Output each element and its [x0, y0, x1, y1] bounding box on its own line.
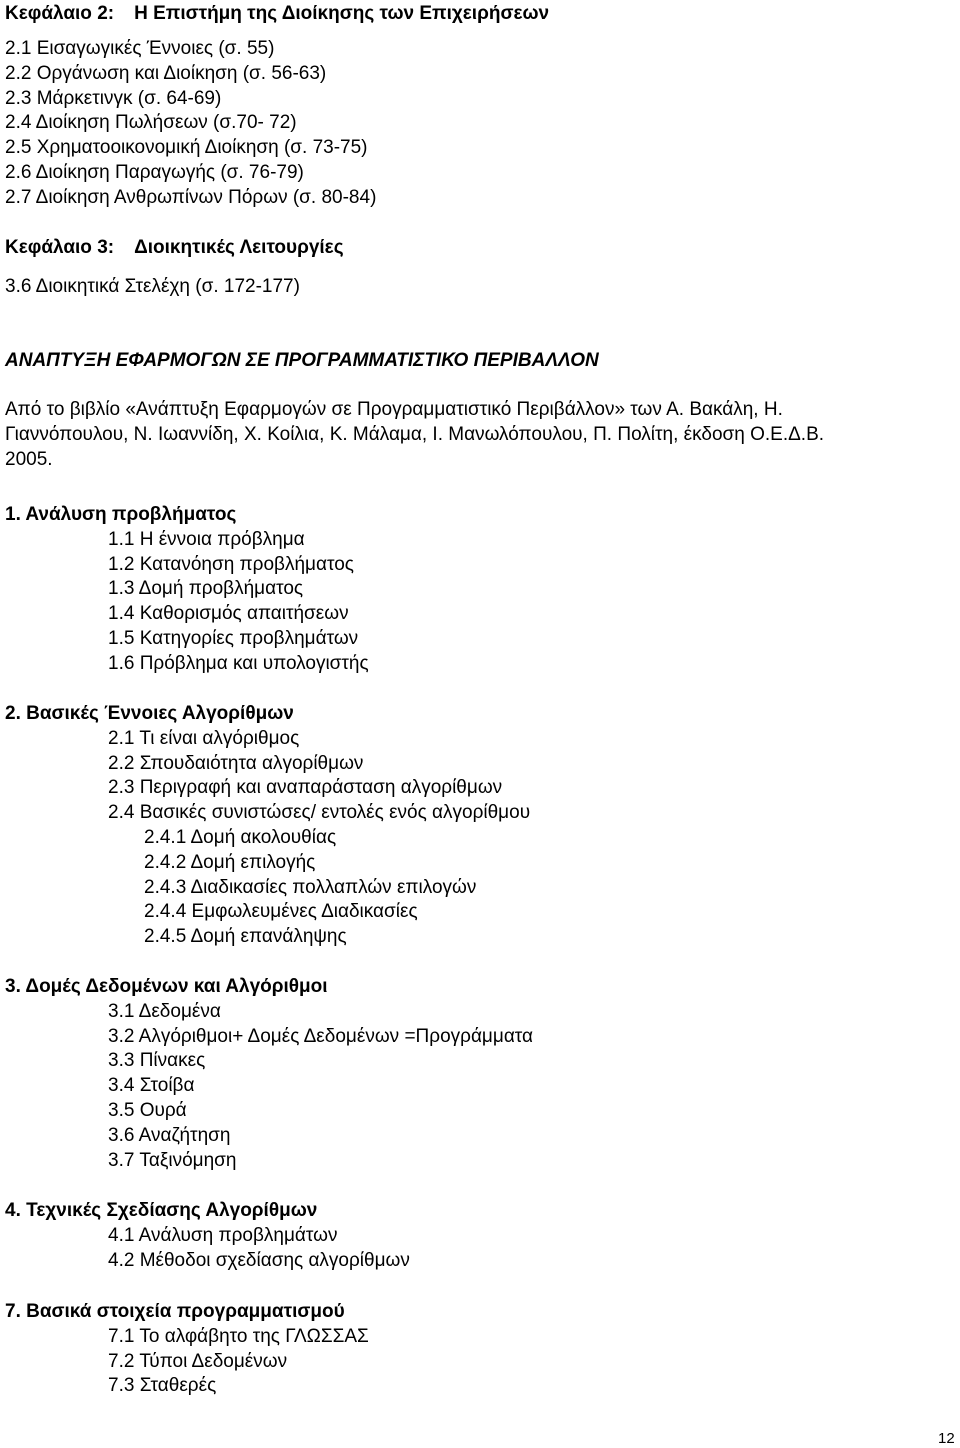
chapter-2-item: 2.1 Εισαγωγικές Έννοιες (σ. 55) [5, 38, 275, 59]
chapter-2-heading [5, 2, 950, 27]
section-2-item: 2.4 Βασικές συνιστώσες/ εντολές ενός αλγορίθμου [108, 802, 531, 824]
section-2-item: 2.1 Τι είναι αλγόριθμος [108, 727, 300, 749]
section-3-item: 3.1 Δεδομένα [108, 1000, 221, 1022]
chapter-2-block [5, 2, 950, 27]
section-7 [5, 1300, 950, 1399]
chapter-2-label: Κεφάλαιο 2: [5, 3, 115, 24]
chapter-3-block [5, 236, 950, 261]
chapter-2-item: 2.3 Μάρκετινγκ (σ. 64-69) [5, 87, 222, 109]
chapter-2-item: 2.4 Διοίκηση Πωλήσεων (σ.70- 72) [5, 112, 297, 134]
section-2-item: 2.2 Σπουδαιότητα αλγορίθμων [108, 752, 364, 774]
section-4 [5, 1199, 950, 1273]
section-1-item: 1.5 Κατηγορίες προβλημάτων [108, 627, 359, 649]
section-1-item: 1.3 Δομή προβλήματος [108, 578, 304, 600]
source-line: Γιαννόπουλου, Ν. Ιωαννίδη, Χ. Κοίλια, Κ. Μάλαμα, Ι. Μανωλόπουλου, Π. Πολίτη, έκδοση Ο.Ε.Δ.Β. [5, 423, 825, 445]
chapter-3-label: Κεφάλαιο 3: [5, 237, 115, 258]
source-line: 2005. [5, 448, 53, 470]
chapter-3-heading [5, 236, 950, 261]
page-number: 12 [938, 1430, 955, 1447]
section-2-item: 2.3 Περιγραφή και αναπαράσταση αλγορίθμων [108, 777, 503, 799]
chapter-2-list [5, 37, 950, 211]
section-2-subitem: 2.4.2 Δομή επιλογής [144, 851, 316, 873]
chapter-3-title: Διοικητικές Λειτουργίες [134, 237, 344, 258]
section-4-heading: 4. Τεχνικές Σχεδίασης Αλγορίθμων [5, 1200, 318, 1221]
section-7-heading: 7. Βασικά στοιχεία προγραμματισμού [5, 1301, 345, 1322]
section-3 [5, 975, 950, 1173]
source-line: Από το βιβλίο «Ανάπτυξη Εφαρμογών σε Προγραμματιστικό Περιβάλλον» των Α. Βακάλη, Η. [5, 399, 783, 420]
section-2-heading: 2. Βασικές Έννοιες Αλγορίθμων [5, 703, 294, 724]
section-1-item: 1.4 Καθορισμός απαιτήσεων [108, 603, 349, 625]
section-2-subitem: 2.4.4 Εμφωλευμένες Διαδικασίες [144, 901, 418, 923]
section-3-item: 3.2 Αλγόριθμοι+ Δομές Δεδομένων =Προγράμματα [108, 1025, 534, 1047]
chapter-2-item: 2.6 Διοίκηση Παραγωγής (σ. 76-79) [5, 161, 304, 183]
book-source [5, 398, 950, 472]
section-4-item: 4.2 Μέθοδοι σχεδίασης αλγορίθμων [108, 1249, 410, 1271]
course-title-block [5, 349, 950, 374]
course-title: ΑΝΑΠΤΥΞΗ ΕΦΑΡΜΟΓΩΝ ΣΕ ΠΡΟΓΡΑΜΜΑΤΙΣΤΙΚΟ ΠΕΡΙΒΑΛΛΟΝ [5, 350, 599, 371]
section-3-item: 3.7 Ταξινόμηση [108, 1149, 237, 1171]
chapter-2-title: Η Επιστήμη της Διοίκησης των Επιχειρήσεων [134, 3, 550, 24]
section-1-heading: 1. Ανάλυση προβλήματος [5, 504, 237, 525]
section-2-subitem: 2.4.1 Δομή ακολουθίας [144, 826, 337, 848]
section-7-item: 7.3 Σταθερές [108, 1375, 217, 1397]
section-7-item: 7.1 Το αλφάβητο της ΓΛΩΣΣΑΣ [108, 1325, 369, 1347]
section-1 [5, 503, 950, 677]
chapter-2-item: 2.7 Διοίκηση Ανθρωπίνων Πόρων (σ. 80-84) [5, 186, 377, 208]
section-7-item: 7.2 Τύποι Δεδομένων [108, 1350, 288, 1372]
section-3-heading: 3. Δομές Δεδομένων και Αλγόριθμοι [5, 976, 328, 997]
chapter-2-item: 2.5 Χρηματοοικονομική Διοίκηση (σ. 73-75) [5, 137, 368, 159]
section-2 [5, 702, 950, 950]
chapter-3-list [5, 275, 950, 300]
section-1-item: 1.6 Πρόβλημα και υπολογιστής [108, 652, 369, 674]
section-3-item: 3.3 Πίνακες [108, 1050, 206, 1072]
section-3-item: 3.6 Αναζήτηση [108, 1124, 231, 1146]
section-2-subitem: 2.4.3 Διαδικασίες πολλαπλών επιλογών [144, 876, 477, 898]
section-2-subitem: 2.4.5 Δομή επανάληψης [144, 926, 347, 948]
section-1-item: 1.1 Η έννοια πρόβλημα [108, 528, 305, 550]
section-4-item: 4.1 Ανάλυση προβλημάτων [108, 1224, 338, 1246]
section-3-item: 3.4 Στοίβα [108, 1075, 195, 1097]
section-3-item: 3.5 Ουρά [108, 1099, 187, 1121]
chapter-3-item: 3.6 Διοικητικά Στελέχη (σ. 172-177) [5, 276, 300, 297]
chapter-2-item: 2.2 Οργάνωση και Διοίκηση (σ. 56-63) [5, 62, 327, 84]
section-1-item: 1.2 Κατανόηση προβλήματος [108, 553, 354, 575]
